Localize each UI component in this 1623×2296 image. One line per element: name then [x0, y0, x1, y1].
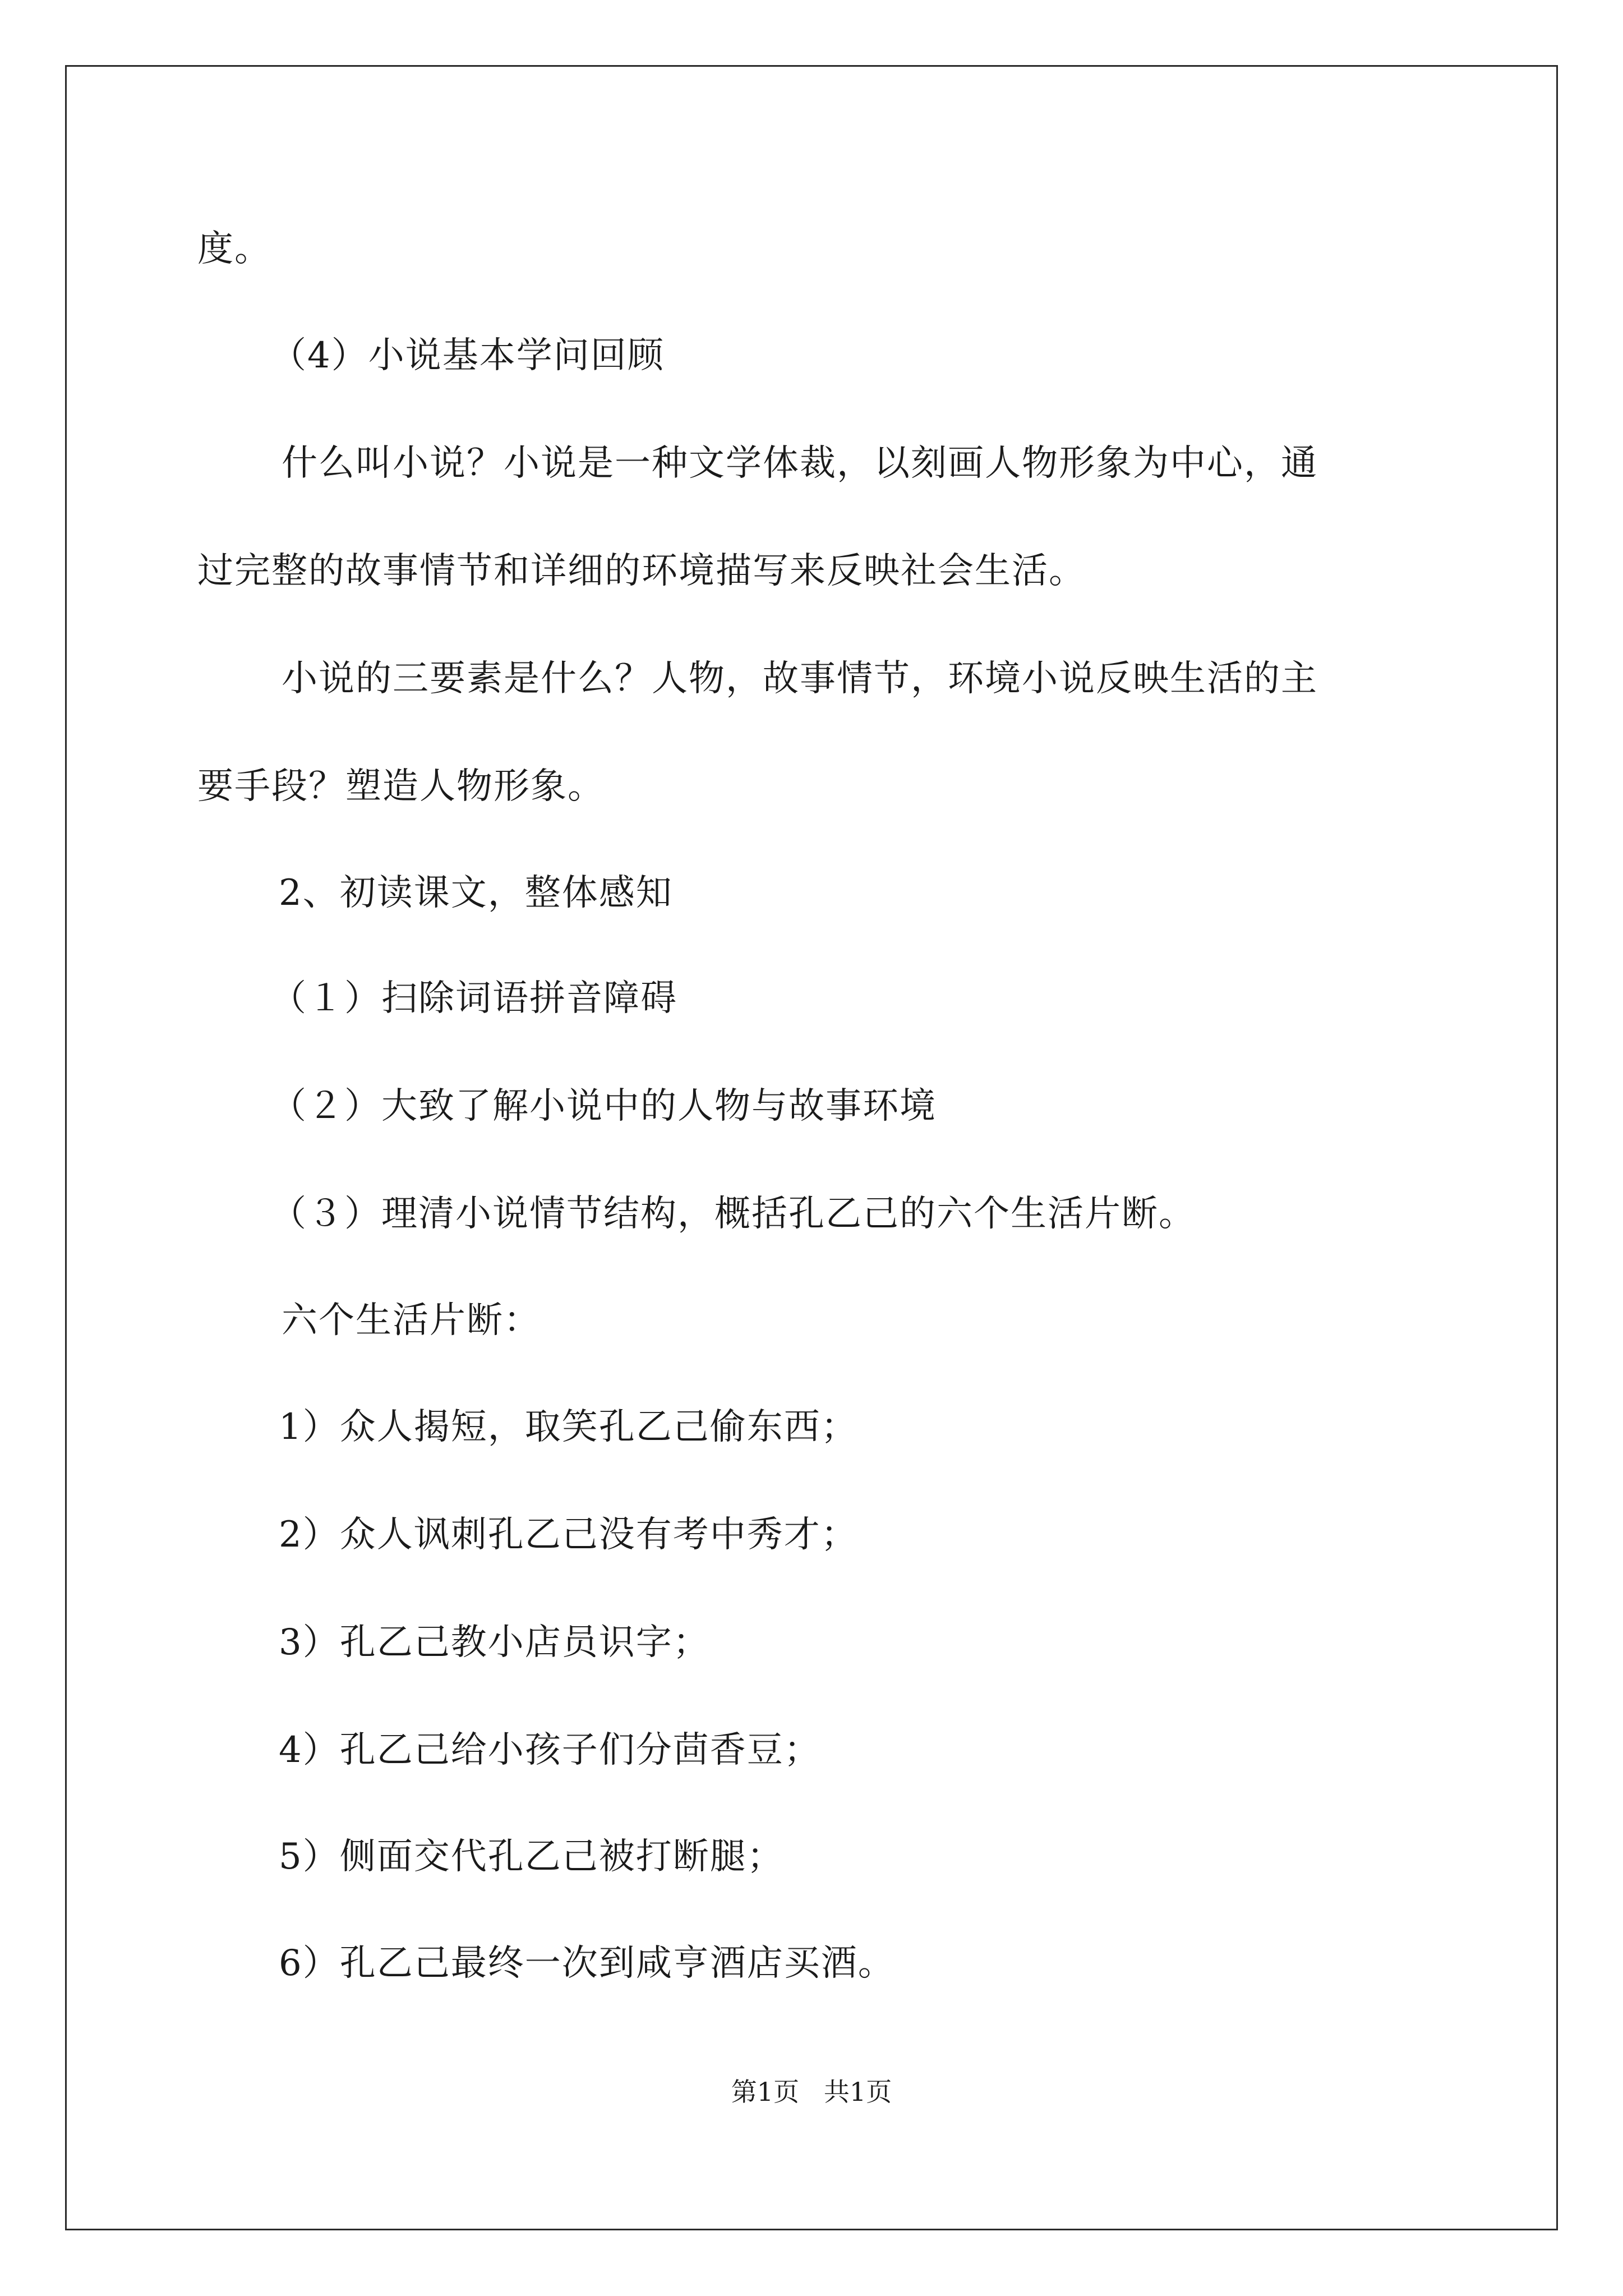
list-item: 5）侧面交代孔乙己被打断腿； — [279, 1836, 784, 1878]
paragraph-line: 过完整的故事情节和详细的环境描写来反映社会生活。 — [197, 550, 1086, 592]
list-item: 6）孔乙己最终一次到咸亨酒店买酒。 — [279, 1943, 895, 1984]
paragraph-line: 六个生活片断： — [282, 1300, 541, 1341]
list-item: 4）孔乙己给小孩子们分茴香豆； — [279, 1729, 821, 1771]
paragraph-line: 什么叫小说？小说是一种文学体裁，以刻画人物形象为中心，通 — [282, 443, 1318, 484]
list-item: （３）理清小说情节结构，概括孔乙己的六个生活片断。 — [270, 1193, 1196, 1235]
section-heading: 2、初读课文，整体感知 — [279, 872, 673, 914]
section-heading: （4）小说基本学问回顾 — [270, 335, 665, 376]
list-item: （２）大致了解小说中的人物与故事环境 — [270, 1085, 937, 1127]
paragraph-line: 小说的三要素是什么？人物，故事情节，环境小说反映生活的主 — [282, 658, 1318, 700]
page-border — [65, 65, 1558, 2230]
list-item: 1）众人揭短，取笑孔乙己偷东西； — [279, 1406, 858, 1448]
page-footer: 第1页 共1页 — [731, 2077, 892, 2107]
list-item: 2）众人讽刺孔乙己没有考中秀才； — [279, 1514, 858, 1556]
list-item: 3）孔乙己教小店员识字； — [279, 1622, 710, 1663]
paragraph-line: 要手段？塑造人物形象。 — [197, 766, 605, 807]
paragraph-line: 度。 — [197, 228, 271, 270]
list-item: （１）扫除词语拼音障碍 — [270, 978, 677, 1019]
